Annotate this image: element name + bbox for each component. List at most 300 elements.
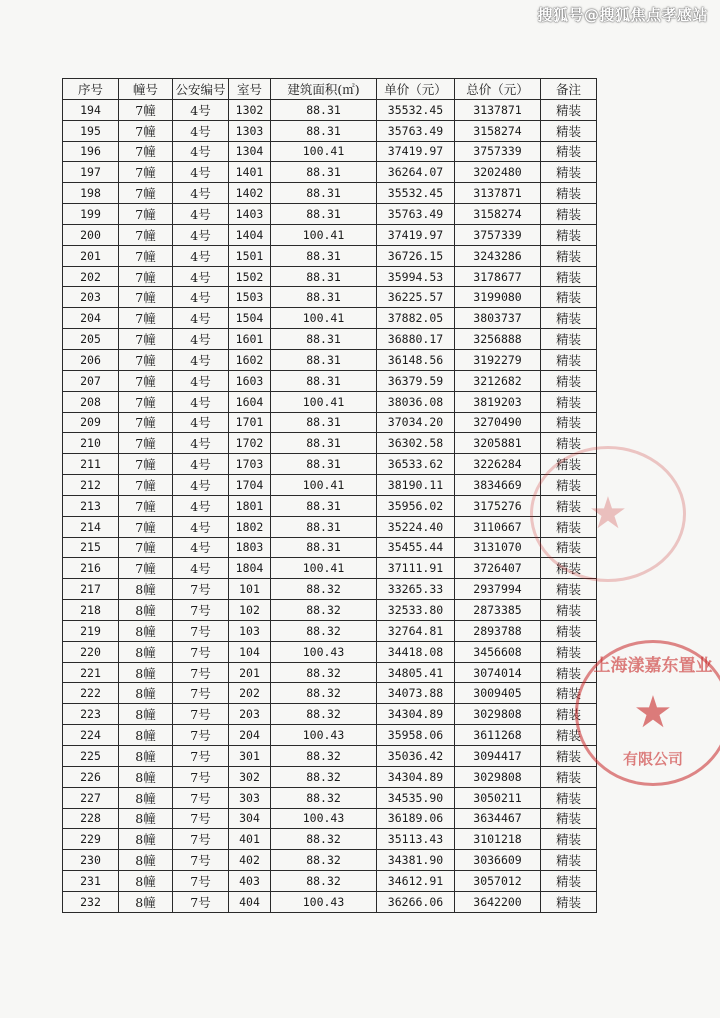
table-cell: 88.31 xyxy=(271,454,377,475)
table-cell: 1702 xyxy=(229,433,271,454)
table-cell: 精装 xyxy=(541,183,597,204)
table-cell: 4号 xyxy=(173,141,229,162)
table-cell: 4号 xyxy=(173,224,229,245)
table-cell: 4号 xyxy=(173,454,229,475)
table-cell: 88.31 xyxy=(271,495,377,516)
table-cell: 7号 xyxy=(173,766,229,787)
table-row xyxy=(63,391,597,412)
table-cell: 2873385 xyxy=(455,600,541,621)
table-cell: 88.32 xyxy=(271,579,377,600)
table-cell: 211 xyxy=(63,454,119,475)
table-cell: 8幢 xyxy=(119,787,173,808)
table-cell: 4号 xyxy=(173,516,229,537)
table-cell: 88.32 xyxy=(271,746,377,767)
table-row xyxy=(63,537,597,558)
company-seal-faded xyxy=(530,446,686,582)
table-cell: 301 xyxy=(229,746,271,767)
table-cell: 215 xyxy=(63,537,119,558)
table-cell: 207 xyxy=(63,370,119,391)
table-cell: 2937994 xyxy=(455,579,541,600)
table-cell: 精装 xyxy=(541,725,597,746)
table-cell: 1704 xyxy=(229,475,271,496)
table-cell: 7号 xyxy=(173,683,229,704)
table-cell: 8幢 xyxy=(119,850,173,871)
table-cell: 38190.11 xyxy=(377,475,455,496)
table-cell: 4号 xyxy=(173,162,229,183)
table-cell: 3074014 xyxy=(455,662,541,683)
table-cell: 202 xyxy=(63,266,119,287)
table-cell: 220 xyxy=(63,641,119,662)
table-cell: 精装 xyxy=(541,704,597,725)
table-cell: 3456608 xyxy=(455,641,541,662)
table-cell: 35455.44 xyxy=(377,537,455,558)
table-cell: 34073.88 xyxy=(377,683,455,704)
table-cell: 4号 xyxy=(173,183,229,204)
table-cell: 1601 xyxy=(229,329,271,350)
table-row xyxy=(63,349,597,370)
table-cell: 100.43 xyxy=(271,725,377,746)
table-cell: 7幢 xyxy=(119,454,173,475)
table-cell: 1703 xyxy=(229,454,271,475)
column-header: 建筑面积(㎡) xyxy=(271,79,377,100)
table-cell: 88.31 xyxy=(271,162,377,183)
table-cell: 7幢 xyxy=(119,99,173,120)
table-cell: 3131070 xyxy=(455,537,541,558)
table-cell: 精装 xyxy=(541,412,597,433)
table-cell: 精装 xyxy=(541,808,597,829)
table-cell: 8幢 xyxy=(119,683,173,704)
table-cell: 1604 xyxy=(229,391,271,412)
table-cell: 7幢 xyxy=(119,204,173,225)
table-cell: 88.31 xyxy=(271,287,377,308)
table-row xyxy=(63,99,597,120)
table-cell: 201 xyxy=(63,245,119,266)
table-row xyxy=(63,287,597,308)
table-cell: 401 xyxy=(229,829,271,850)
table-cell: 4号 xyxy=(173,99,229,120)
table-cell: 37419.97 xyxy=(377,141,455,162)
table-row xyxy=(63,766,597,787)
table-cell: 88.31 xyxy=(271,537,377,558)
table-cell: 203 xyxy=(229,704,271,725)
table-cell: 精装 xyxy=(541,850,597,871)
table-cell: 4号 xyxy=(173,391,229,412)
table-cell: 7号 xyxy=(173,891,229,912)
table-row xyxy=(63,204,597,225)
table-cell: 4号 xyxy=(173,120,229,141)
table-row xyxy=(63,850,597,871)
table-cell: 8幢 xyxy=(119,662,173,683)
table-cell: 37034.20 xyxy=(377,412,455,433)
table-cell: 8幢 xyxy=(119,579,173,600)
table-cell: 1802 xyxy=(229,516,271,537)
table-cell: 7幢 xyxy=(119,266,173,287)
table-cell: 221 xyxy=(63,662,119,683)
table-cell: 88.32 xyxy=(271,871,377,892)
table-cell: 7幢 xyxy=(119,308,173,329)
table-cell: 8幢 xyxy=(119,620,173,641)
table-cell: 精装 xyxy=(541,349,597,370)
table-cell: 403 xyxy=(229,871,271,892)
table-cell: 精装 xyxy=(541,746,597,767)
table-cell: 204 xyxy=(229,725,271,746)
table-cell: 34805.41 xyxy=(377,662,455,683)
table-cell: 精装 xyxy=(541,891,597,912)
table-cell: 36726.15 xyxy=(377,245,455,266)
table-cell: 3057012 xyxy=(455,871,541,892)
table-cell: 3009405 xyxy=(455,683,541,704)
table-cell: 7号 xyxy=(173,808,229,829)
table-cell: 7幢 xyxy=(119,537,173,558)
table-cell: 222 xyxy=(63,683,119,704)
table-cell: 精装 xyxy=(541,683,597,704)
table-row xyxy=(63,871,597,892)
table-cell: 4号 xyxy=(173,412,229,433)
table-cell: 精装 xyxy=(541,516,597,537)
table-cell: 206 xyxy=(63,349,119,370)
table-cell: 精装 xyxy=(541,620,597,641)
table-cell: 3175276 xyxy=(455,495,541,516)
table-cell: 精装 xyxy=(541,454,597,475)
table-cell: 4号 xyxy=(173,308,229,329)
table-cell: 3158274 xyxy=(455,120,541,141)
table-cell: 88.31 xyxy=(271,370,377,391)
table-cell: 36533.62 xyxy=(377,454,455,475)
table-cell: 100.41 xyxy=(271,558,377,579)
table-cell: 1801 xyxy=(229,495,271,516)
table-cell: 88.31 xyxy=(271,183,377,204)
table-cell: 精装 xyxy=(541,600,597,621)
table-cell: 88.31 xyxy=(271,245,377,266)
table-cell: 精装 xyxy=(541,829,597,850)
seal-text: 上海漾嘉东置业 xyxy=(593,656,713,676)
table-cell: 7幢 xyxy=(119,349,173,370)
table-cell: 3029808 xyxy=(455,704,541,725)
table-cell: 203 xyxy=(63,287,119,308)
table-row xyxy=(63,141,597,162)
table-cell: 7号 xyxy=(173,850,229,871)
table-cell: 100.43 xyxy=(271,808,377,829)
table-cell: 226 xyxy=(63,766,119,787)
table-cell: 205 xyxy=(63,329,119,350)
table-cell: 35763.49 xyxy=(377,120,455,141)
table-row xyxy=(63,704,597,725)
table-cell: 7号 xyxy=(173,787,229,808)
table-cell: 3029808 xyxy=(455,766,541,787)
table-cell: 精装 xyxy=(541,120,597,141)
table-cell: 精装 xyxy=(541,308,597,329)
table-cell: 216 xyxy=(63,558,119,579)
table-cell: 1404 xyxy=(229,224,271,245)
table-cell: 88.31 xyxy=(271,329,377,350)
table-cell: 101 xyxy=(229,579,271,600)
table-cell: 194 xyxy=(63,99,119,120)
seal-text-lower: 有限公司 xyxy=(622,750,683,768)
column-header: 室号 xyxy=(229,79,271,100)
table-cell: 3199080 xyxy=(455,287,541,308)
table-cell: 1401 xyxy=(229,162,271,183)
table-cell: 88.32 xyxy=(271,704,377,725)
table-cell: 100.41 xyxy=(271,141,377,162)
table-cell: 3726407 xyxy=(455,558,541,579)
table-cell: 36302.58 xyxy=(377,433,455,454)
table-cell: 4号 xyxy=(173,370,229,391)
table-cell: 88.31 xyxy=(271,412,377,433)
table-cell: 7幢 xyxy=(119,141,173,162)
table-cell: 精装 xyxy=(541,224,597,245)
table-cell: 36379.59 xyxy=(377,370,455,391)
table-cell: 精装 xyxy=(541,391,597,412)
table-cell: 3270490 xyxy=(455,412,541,433)
table-cell: 88.32 xyxy=(271,620,377,641)
table-cell: 7幢 xyxy=(119,558,173,579)
table-row xyxy=(63,787,597,808)
table-cell: 103 xyxy=(229,620,271,641)
table-cell: 3757339 xyxy=(455,141,541,162)
column-header: 单价（元） xyxy=(377,79,455,100)
table-cell: 7号 xyxy=(173,600,229,621)
table-cell: 38036.08 xyxy=(377,391,455,412)
table-cell: 1402 xyxy=(229,183,271,204)
table-cell: 精装 xyxy=(541,141,597,162)
table-cell: 精装 xyxy=(541,871,597,892)
table-cell: 3137871 xyxy=(455,183,541,204)
table-cell: 3158274 xyxy=(455,204,541,225)
table-cell: 32764.81 xyxy=(377,620,455,641)
table-cell: 35958.06 xyxy=(377,725,455,746)
table-cell: 7号 xyxy=(173,871,229,892)
table-cell: 88.31 xyxy=(271,349,377,370)
table-cell: 3642200 xyxy=(455,891,541,912)
table-cell: 1602 xyxy=(229,349,271,370)
table-cell: 225 xyxy=(63,746,119,767)
table-cell: 1804 xyxy=(229,558,271,579)
table-cell: 88.31 xyxy=(271,433,377,454)
table-row xyxy=(63,433,597,454)
table-cell: 7幢 xyxy=(119,495,173,516)
table-cell: 8幢 xyxy=(119,600,173,621)
table-cell: 8幢 xyxy=(119,871,173,892)
table-cell: 212 xyxy=(63,475,119,496)
table-cell: 精装 xyxy=(541,370,597,391)
table-row xyxy=(63,245,597,266)
table-cell: 3803737 xyxy=(455,308,541,329)
table-cell: 224 xyxy=(63,725,119,746)
table-cell: 35532.45 xyxy=(377,99,455,120)
table-cell: 精装 xyxy=(541,162,597,183)
table-cell: 35113.43 xyxy=(377,829,455,850)
table-cell: 88.32 xyxy=(271,662,377,683)
table-cell: 4号 xyxy=(173,204,229,225)
table-cell: 3050211 xyxy=(455,787,541,808)
table-cell: 35532.45 xyxy=(377,183,455,204)
table-cell: 227 xyxy=(63,787,119,808)
table-cell: 3243286 xyxy=(455,245,541,266)
table-cell: 1701 xyxy=(229,412,271,433)
table-cell: 3202480 xyxy=(455,162,541,183)
table-cell: 35763.49 xyxy=(377,204,455,225)
table-cell: 7幢 xyxy=(119,516,173,537)
table-cell: 34612.91 xyxy=(377,871,455,892)
table-row xyxy=(63,224,597,245)
table-cell: 7号 xyxy=(173,662,229,683)
table-cell: 208 xyxy=(63,391,119,412)
table-cell: 精装 xyxy=(541,787,597,808)
table-cell: 198 xyxy=(63,183,119,204)
column-header: 备注 xyxy=(541,79,597,100)
table-cell: 7号 xyxy=(173,579,229,600)
table-row xyxy=(63,266,597,287)
table-cell: 1303 xyxy=(229,120,271,141)
table-cell: 214 xyxy=(63,516,119,537)
table-row xyxy=(63,495,597,516)
table-cell: 2893788 xyxy=(455,620,541,641)
table-cell: 100.41 xyxy=(271,224,377,245)
table-cell: 229 xyxy=(63,829,119,850)
table-row xyxy=(63,808,597,829)
table-cell: 1503 xyxy=(229,287,271,308)
table-cell: 3110667 xyxy=(455,516,541,537)
column-header: 幢号 xyxy=(119,79,173,100)
table-cell: 196 xyxy=(63,141,119,162)
table-cell: 217 xyxy=(63,579,119,600)
table-cell: 100.43 xyxy=(271,891,377,912)
table-cell: 7幢 xyxy=(119,412,173,433)
table-cell: 4号 xyxy=(173,329,229,350)
table-cell: 402 xyxy=(229,850,271,871)
table-row xyxy=(63,579,597,600)
seal-star-icon: ★ xyxy=(633,687,673,738)
table-cell: 1504 xyxy=(229,308,271,329)
table-cell: 7号 xyxy=(173,620,229,641)
table-cell: 精装 xyxy=(541,558,597,579)
table-cell: 3611268 xyxy=(455,725,541,746)
table-cell: 8幢 xyxy=(119,808,173,829)
table-cell: 精装 xyxy=(541,266,597,287)
table-cell: 7号 xyxy=(173,746,229,767)
table-cell: 223 xyxy=(63,704,119,725)
table-cell: 7幢 xyxy=(119,287,173,308)
table-row xyxy=(63,412,597,433)
table-cell: 88.32 xyxy=(271,683,377,704)
table-cell: 199 xyxy=(63,204,119,225)
table-cell: 37111.91 xyxy=(377,558,455,579)
table-cell: 1304 xyxy=(229,141,271,162)
table-cell: 3634467 xyxy=(455,808,541,829)
table-cell: 精装 xyxy=(541,475,597,496)
table-cell: 4号 xyxy=(173,349,229,370)
table-cell: 4号 xyxy=(173,287,229,308)
table-row xyxy=(63,746,597,767)
table-cell: 3819203 xyxy=(455,391,541,412)
table-cell: 36264.07 xyxy=(377,162,455,183)
table-cell: 204 xyxy=(63,308,119,329)
table-row xyxy=(63,120,597,141)
table-cell: 404 xyxy=(229,891,271,912)
table-cell: 1501 xyxy=(229,245,271,266)
table-cell: 36148.56 xyxy=(377,349,455,370)
table-cell: 3205881 xyxy=(455,433,541,454)
table-cell: 7幢 xyxy=(119,433,173,454)
table-cell: 35036.42 xyxy=(377,746,455,767)
table-cell: 精装 xyxy=(541,245,597,266)
table-cell: 201 xyxy=(229,662,271,683)
table-cell: 1403 xyxy=(229,204,271,225)
table-cell: 88.32 xyxy=(271,829,377,850)
table-cell: 228 xyxy=(63,808,119,829)
company-seal xyxy=(575,640,720,786)
table-cell: 4号 xyxy=(173,537,229,558)
table-cell: 精装 xyxy=(541,537,597,558)
table-cell: 219 xyxy=(63,620,119,641)
table-cell: 37882.05 xyxy=(377,308,455,329)
price-list-sheet xyxy=(62,78,596,913)
table-cell: 7幢 xyxy=(119,162,173,183)
table-cell: 88.32 xyxy=(271,600,377,621)
table-row xyxy=(63,683,597,704)
table-cell: 8幢 xyxy=(119,704,173,725)
column-header: 总价（元） xyxy=(455,79,541,100)
table-cell: 209 xyxy=(63,412,119,433)
table-cell: 精装 xyxy=(541,329,597,350)
table-cell: 精装 xyxy=(541,99,597,120)
table-cell: 197 xyxy=(63,162,119,183)
table-cell: 1502 xyxy=(229,266,271,287)
table-cell: 100.41 xyxy=(271,391,377,412)
table-cell: 104 xyxy=(229,641,271,662)
table-cell: 7幢 xyxy=(119,329,173,350)
table-cell: 88.31 xyxy=(271,516,377,537)
table-row xyxy=(63,475,597,496)
table-cell: 34304.89 xyxy=(377,704,455,725)
table-cell: 3036609 xyxy=(455,850,541,871)
table-cell: 8幢 xyxy=(119,829,173,850)
table-cell: 精装 xyxy=(541,204,597,225)
table-cell: 8幢 xyxy=(119,746,173,767)
table-row xyxy=(63,183,597,204)
table-cell: 210 xyxy=(63,433,119,454)
table-cell: 8幢 xyxy=(119,641,173,662)
table-cell: 8幢 xyxy=(119,766,173,787)
table-cell: 7号 xyxy=(173,829,229,850)
table-cell: 7号 xyxy=(173,641,229,662)
table-cell: 304 xyxy=(229,808,271,829)
table-cell: 88.31 xyxy=(271,266,377,287)
table-cell: 202 xyxy=(229,683,271,704)
table-cell: 102 xyxy=(229,600,271,621)
table-cell: 302 xyxy=(229,766,271,787)
table-cell: 218 xyxy=(63,600,119,621)
table-cell: 8幢 xyxy=(119,725,173,746)
table-cell: 100.41 xyxy=(271,308,377,329)
table-cell: 8幢 xyxy=(119,891,173,912)
table-cell: 35224.40 xyxy=(377,516,455,537)
table-cell: 精装 xyxy=(541,495,597,516)
table-row xyxy=(63,891,597,912)
table-cell: 精装 xyxy=(541,287,597,308)
table-cell: 1302 xyxy=(229,99,271,120)
table-row xyxy=(63,329,597,350)
table-cell: 3226284 xyxy=(455,454,541,475)
table-cell: 4号 xyxy=(173,245,229,266)
table-cell: 32533.80 xyxy=(377,600,455,621)
table-row xyxy=(63,308,597,329)
table-cell: 34381.90 xyxy=(377,850,455,871)
table-row xyxy=(63,162,597,183)
watermark-text: 搜狐号@搜狐焦点孝感站 xyxy=(537,6,708,24)
table-cell: 88.32 xyxy=(271,766,377,787)
table-cell: 7幢 xyxy=(119,391,173,412)
